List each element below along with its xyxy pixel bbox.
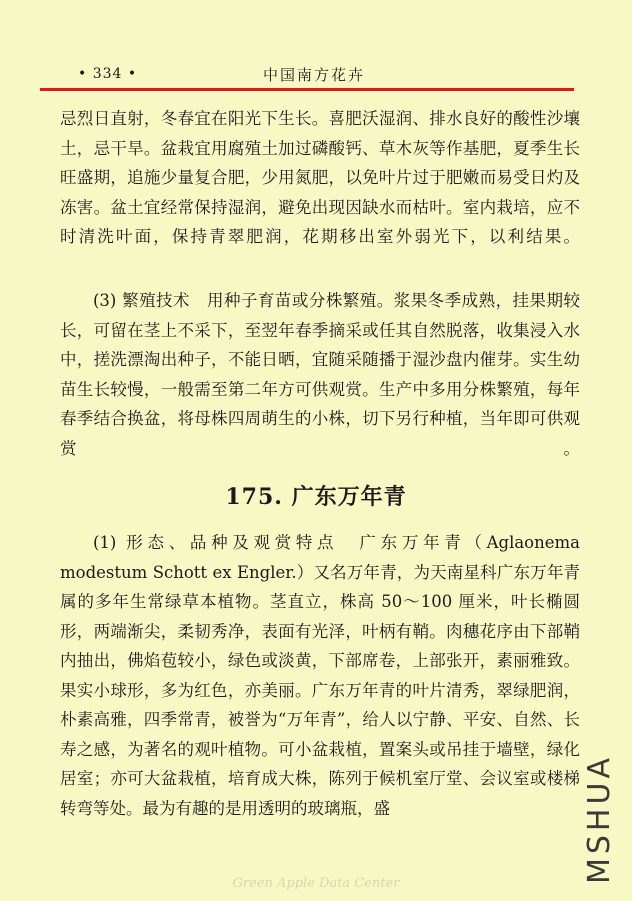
- paragraph-morphology: (1) 形态、品种及观赏特点 广东万年青（Aglaonema modestum Schott ex Engler.）又名万年青，为天南星科广东万年青属的多年生常绿草本植物。茎直立，株高 50～100 厘米，叶长椭圆形，两端渐尖，柔韧秀净，表面有光泽，叶柄有鞘。肉穗花序由下部鞘内抽出，佛焰苞较小，绿色或淡黄，下部席卷，上部张开，素丽雅致。果实小球形，多为红色，亦美丽。广东万年青的叶片清秀，翠绿肥润，朴素高雅，四季常青，被誉为“万年青”，给人以宁静、平安、自然、长寿之感，为著名的观叶植物。可小盆栽植，置案头或吊挂于墙壁，绿化居室；亦可大盆栽植，培育成大株，陈列于候机室厅堂、会议室或楼梯转弯等处。最为有趣的是用透明的玻璃瓶，盛: [60, 533, 580, 818]
- paragraph-continued-cultivation: 忌烈日直射，冬春宜在阳光下生长。喜肥沃湿润、排水良好的酸性沙壤土，忌干旱。盆栽宜用腐殖土加过磷酸钙、草木灰等作基肥，夏季生长旺盛期，追施少量复合肥，少用氮肥，以免叶片过于肥嫩而易受日灼及冻害。盆土宜经常保持湿润，避免出现因缺水而枯叶。室内栽培，应不时清洗叶面，保持青翠肥润，花期移出室外弱光下，以利结果。: [60, 109, 580, 246]
- header-rule: [40, 88, 574, 91]
- page-header: [40, 64, 588, 86]
- paragraph-propagation: (3) 繁殖技术 用种子育苗或分株繁殖。浆果冬季成熟，挂果期较长，可留在茎上不采下，至翌年春季摘采或任其自然脱落，收集浸入水中，搓洗漂淘出种子，不能日晒，宜随采随播于湿沙盘内催芽。实生幼苗生长较慢，一般需至第二年方可供观赏。生产中多用分株繁殖，每年春季结合换盆，将母株四周萌生的小株，切下另行种植，当年即可供观赏。: [60, 291, 580, 458]
- section-heading: 175. 广东万年青: [225, 484, 407, 510]
- page-number: • 334 •: [78, 66, 138, 82]
- side-watermark: MSHUA: [582, 754, 617, 884]
- watermark-text: Green Apple Data Center: [232, 876, 400, 891]
- running-title: 中国南方花卉: [262, 66, 365, 84]
